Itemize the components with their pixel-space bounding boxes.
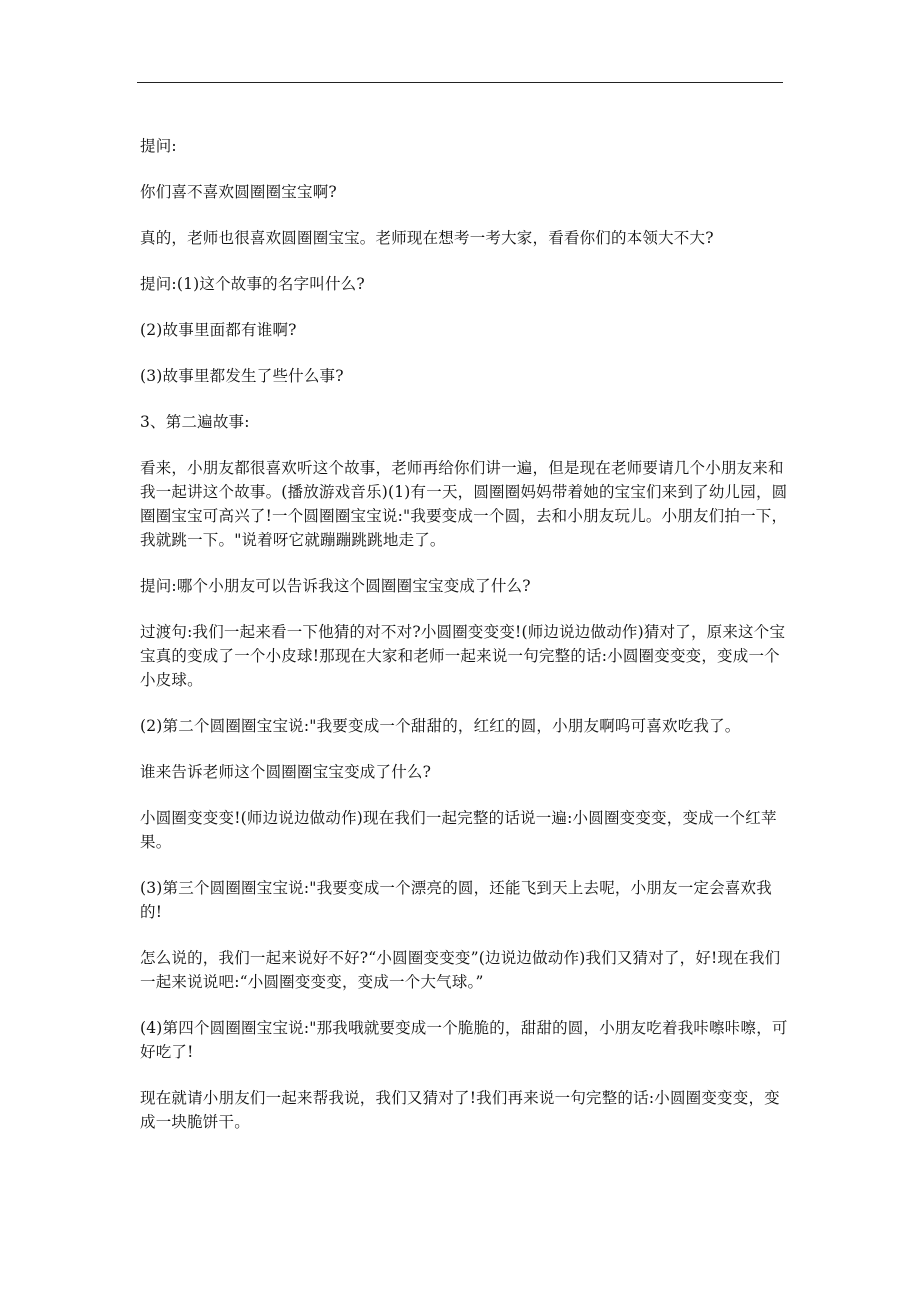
paragraph: 提问:哪个小朋友可以告诉我这个圆圈圈宝宝变成了什么? — [140, 577, 531, 595]
header-rule — [137, 82, 783, 83]
paragraph: 过渡句:我们一起来看一下他猜的对不对?小圆圈变变变!(师边说边做动作)猜对了，原来这个宝宝真的变成了一个小皮球!那现在大家和老师一起来说一句完整的话:小圆圈变变变，变成一个小皮球。 — [140, 623, 786, 689]
paragraph: (3)第三个圆圈圈宝宝说:"我要变成一个漂亮的圆，还能飞到天上去呢，小朋友一定会喜欢我的! — [140, 879, 772, 921]
paragraph: 谁来告诉老师这个圆圈圈宝宝变成了什么? — [140, 763, 432, 781]
paragraph: 提问: — [140, 137, 177, 155]
section-heading: 3、第二遍故事: — [140, 413, 250, 431]
document-body — [140, 134, 788, 1156]
paragraph: (2)故事里面都有谁啊? — [140, 321, 297, 339]
paragraph: 小圆圈变变变!(师边说边做动作)现在我们一起完整的话说一遍:小圆圈变变变，变成一个红苹果。 — [140, 809, 777, 851]
paragraph: (4)第四个圆圈圈宝宝说:"那我哦就要变成一个脆脆的，甜甜的圆，小朋友吃着我咔嚓咔嚓，可好吃了! — [140, 1019, 788, 1061]
paragraph: 怎么说的，我们一起来说好不好?“小圆圈变变变”(边说边做动作)我们又猜对了，好!现在我们一起来说说吧:“小圆圈变变变，变成一个大气球。” — [140, 949, 781, 991]
paragraph: 提问:(1)这个故事的名字叫什么? — [140, 275, 365, 293]
paragraph: (2)第二个圆圈圈宝宝说:"我要变成一个甜甜的，红红的圆，小朋友啊呜可喜欢吃我了。 — [140, 717, 741, 735]
paragraph: 看来，小朋友都很喜欢听这个故事，老师再给你们讲一遍，但是现在老师要请几个小朋友来和我一起讲这个故事。(播放游戏音乐)(1)有一天，圆圈圈妈妈带着她的宝宝们来到了幼儿园，圆圈圈宝宝可高兴了!一个圆圈圈宝宝说:"我要变成一个圆，去和小朋友玩儿。小朋友们拍一下，我就跳一下。"说着呀它就蹦蹦跳跳地走了。 — [140, 459, 788, 549]
paragraph: 真的，老师也很喜欢圆圈圈宝宝。老师现在想考一考大家，看看你们的本领大不大? — [140, 229, 714, 247]
paragraph: 你们喜不喜欢圆圈圈宝宝啊? — [140, 183, 337, 201]
paragraph: 现在就请小朋友们一起来帮我说，我们又猜对了!我们再来说一句完整的话:小圆圈变变变，变成一块脆饼干。 — [140, 1089, 780, 1131]
paragraph: (3)故事里都发生了些什么事? — [140, 367, 344, 385]
